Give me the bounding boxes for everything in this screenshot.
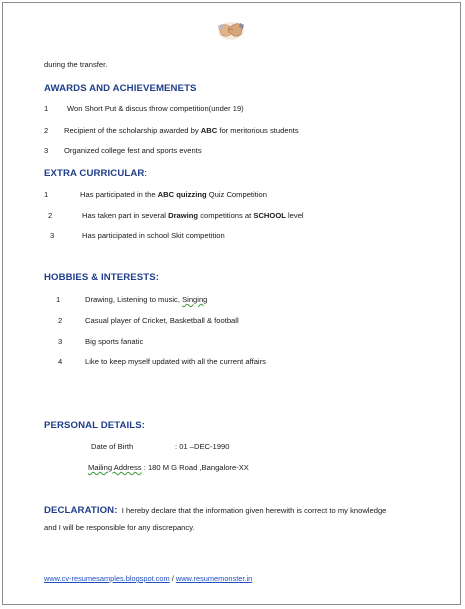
extra-item-num: 1 xyxy=(44,190,49,199)
address-value: 180 M G Road ,Bangalore-XX xyxy=(147,463,249,472)
footer-link-cv-resumesamples[interactable]: www.cv-resumesamples.blogspot.com xyxy=(44,574,170,583)
footer-link-resumemonster[interactable]: www.resumemonster.in xyxy=(175,574,253,583)
handshake-icon xyxy=(216,17,246,43)
hobbies-item-num: 2 xyxy=(58,316,63,325)
hobbies-item-text: Casual player of Cricket, Basketball & football xyxy=(85,316,239,325)
bold-text: Drawing xyxy=(168,211,199,220)
extra-item-num: 3 xyxy=(50,231,55,240)
extra-item-num: 2 xyxy=(48,211,53,220)
bold-text: SCHOOL xyxy=(253,211,286,220)
address-line: Mailing Address : 180 M G Road ,Bangalore-XX xyxy=(88,463,249,472)
awards-item-text: Recipient of the scholarship awarded by ABC for meritorious students xyxy=(64,126,299,135)
awards-item-text: Organized college fest and sports events xyxy=(64,146,202,155)
extra-heading: EXTRA CURRICULAR: xyxy=(44,168,148,179)
bold-text: ABC quizzing xyxy=(157,190,207,199)
awards-item-num: 2 xyxy=(44,126,49,135)
awards-item-num: 3 xyxy=(44,146,49,155)
extra-item-text: Has participated in the ABC quizzing Quiz Competition xyxy=(80,190,267,199)
footer: www.cv-resumesamples.blogspot.com / www.resumemonster.in xyxy=(44,574,253,583)
extra-item-text: Has participated in school Skit competition xyxy=(82,231,225,240)
hobbies-item-num: 4 xyxy=(58,357,63,366)
hobbies-item-num: 1 xyxy=(56,295,61,304)
address-label: Mailing Address xyxy=(88,463,142,472)
declaration-line-1: DECLARATION: I hereby declare that the information given herewith is correct to my knowledge xyxy=(44,505,387,516)
awards-heading: AWARDS AND ACHIEVEMENETS xyxy=(44,83,197,94)
intro-text: during the transfer. xyxy=(44,60,108,69)
awards-item-text: Won Short Put & discus throw competition(under 19) xyxy=(67,104,244,113)
spellcheck-underline: Singing xyxy=(182,295,208,304)
bold-text: ABC xyxy=(200,126,218,135)
declaration-heading: DECLARATION: xyxy=(44,505,118,516)
dob-label: Date of Birth xyxy=(91,442,134,451)
dob-value: : 01 –DEC-1990 xyxy=(175,442,230,451)
awards-item-num: 1 xyxy=(44,104,49,113)
hobbies-item-text: Drawing, Listening to music, Singing xyxy=(85,295,208,304)
extra-item-text: Has taken part in several Drawing competitions at SCHOOL level xyxy=(82,211,304,220)
hobbies-item-text: Like to keep myself updated with all the current affairs xyxy=(85,357,266,366)
hobbies-item-num: 3 xyxy=(58,337,63,346)
declaration-line-2: and I will be responsible for any discrepancy. xyxy=(44,523,195,532)
personal-heading: PERSONAL DETAILS: xyxy=(44,420,146,431)
hobbies-item-text: Big sports fanatic xyxy=(85,337,144,346)
hobbies-heading: HOBBIES & INTERESTS: xyxy=(44,272,160,283)
